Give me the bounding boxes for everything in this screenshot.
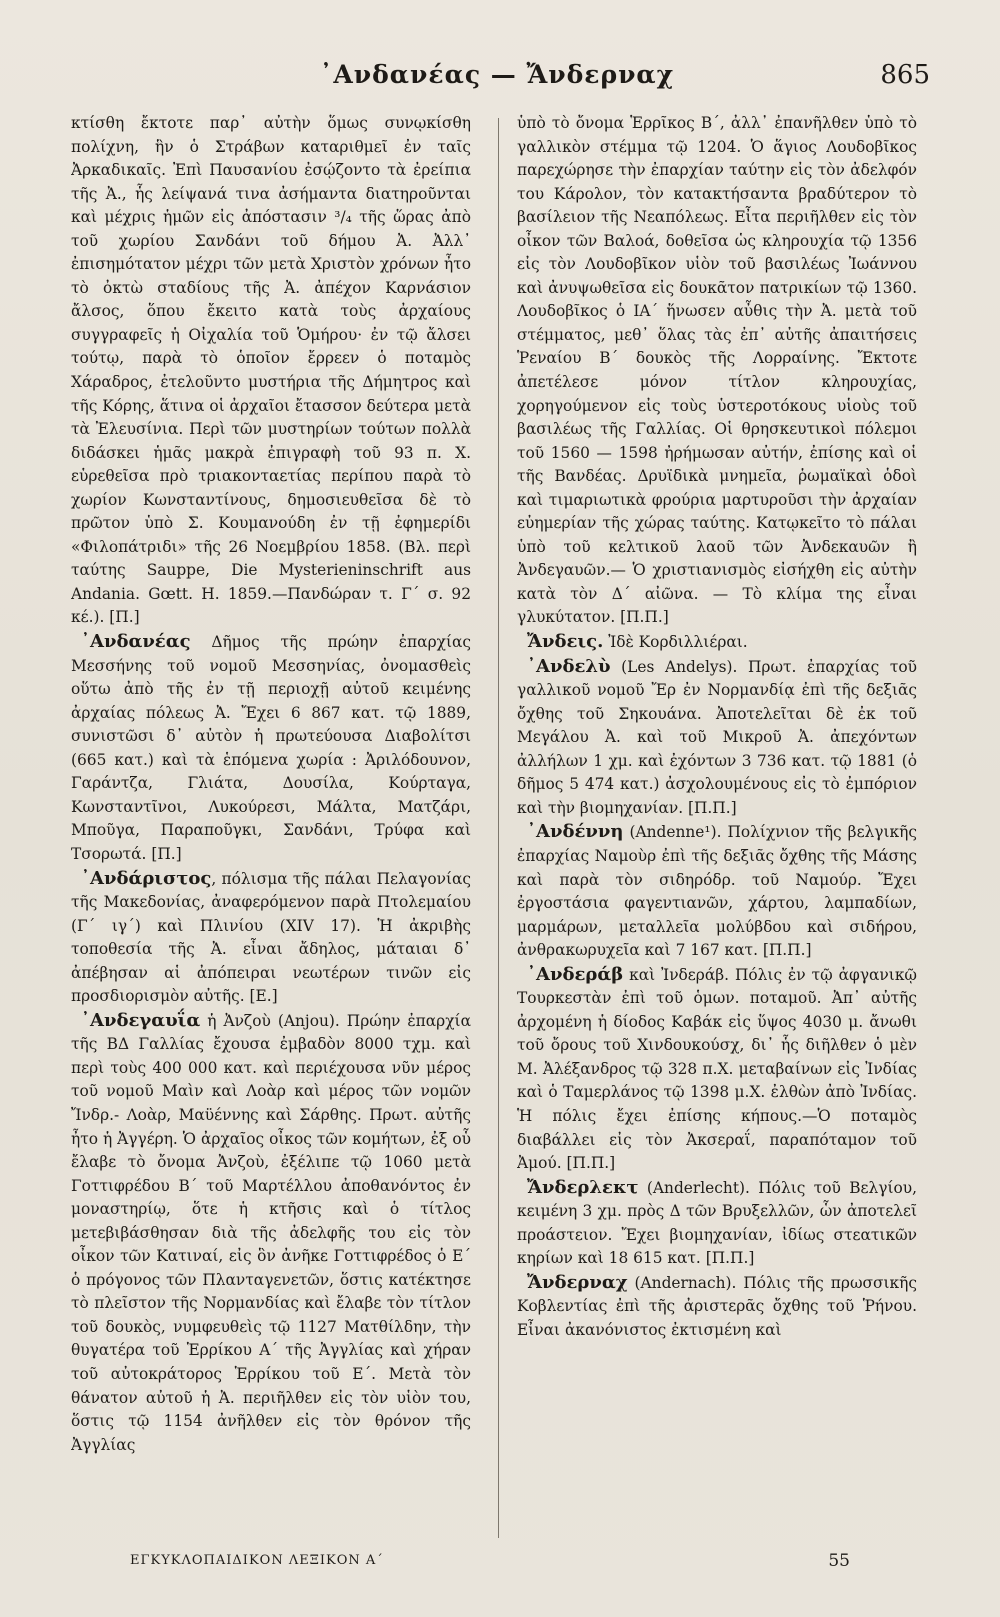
entry-andegavia [71, 1009, 471, 1457]
continued-article-text: ὑπὸ τὸ ὄνομα Ἑρρῖκος Β´, ἀλλ᾿ ἐπανῆλθεν ὑπὸ τὸ γαλλικὸν στέμμα τῷ 1204. Ὁ ἅγιος Λουδοβῖκος παρεχώρησε τὴν ἐπαρχίαν ταύτην εἰς τὸν ἀδελφόν του Κάρολον, τὸν κατακτήσαντα βραδύτερον τὸ βασίλειον τῆς Νεαπόλεως. Εἶτα περιῆλθεν εἰς τὸν οἶκον τῶν Βαλοά, δοθεῖσα ὡς κληρουχία τῷ 1356 εἰς τὸν Λουδοβῖκον υἱὸν τοῦ βασιλέως Ἰωάννου καὶ ἀνυψωθεῖσα εἰς δουκᾶτον πατρικίων τῷ 1360. Λουδοβῖκος ὁ ΙΑ´ ἥνωσεν αὖθις τὴν Ἀ. μετὰ τοῦ στέμματος, μεθ᾿ ὅλας τὰς ἐπ᾿ αὐτῆς ἀπαιτήσεις Ῥεναίου Β´ δουκὸς τῆς Λορραίνης. Ἔκτοτε ἀπετέλεσε μόνον τίτλον κληρουχίας, χορηγούμενον εἰς τοὺς ὑστεροτόκους υἱοὺς τοῦ βασιλέως τῆς Γαλλίας. Οἱ θρησκευτικοὶ πόλεμοι τοῦ 1560 — 1598 ἠρήμωσαν αὐτήν, ἐπίσης καὶ οἱ τῆς Βανδέας. Δρυϊδικὰ μνημεῖα, ῥωμαϊκαὶ ὁδοὶ καὶ τιμαριωτικὰ φρούρια μαρτυροῦσι τὴν ἀρχαίαν εὐημερίαν τῆς χώρας ταύτης. Κατῳκεῖτο τὸ πάλαι ὑπὸ τοῦ κελτικοῦ λαοῦ τῶν Ἀνδεκαυῶν ἢ Ἀνδεγαυῶν.— Ὁ χριστιανισμὸς εἰσήχθη εἰς αὐτὴν κατὰ τὸν Δ´ αἰῶνα. — Τὸ κλίμα της εἶναι γλυκύτατον. [Π.Π.] [517, 114, 917, 627]
entry-anderlecht [517, 1176, 917, 1271]
entry-headword: Ἄνδεις. [527, 631, 604, 653]
entry-andaneas [71, 630, 471, 866]
entry-andenne [517, 820, 917, 962]
entry-andely [517, 655, 917, 821]
entry-headword: Ἄνδερναχ [527, 1271, 628, 1293]
left-column [71, 112, 471, 1542]
entry-anderab [517, 963, 917, 1176]
entry-headword: ᾿Ανδελὺ [527, 655, 611, 677]
running-head: ᾿Ανδανέας — Ἄνδερναχ [319, 60, 675, 89]
page-header [64, 60, 930, 100]
signature-mark: 55 [828, 1551, 850, 1571]
entry-andeis [517, 630, 917, 655]
entry-text: Δῆμος τῆς πρώην ἐπαρχίας Μεσσήνης τοῦ νομοῦ Μεσσηνίας, ὀνομασθεὶς οὕτω ἀπὸ τῆς ἐν τῇ περιοχῇ αὐτοῦ κειμένης ἀρχαίας πόλεως Ἀ. Ἔχει 6 867 κατ. τῷ 1889, συνιστῶσι δ᾿ αὐτὸν ἡ πρωτεύουσα Διαβολίτσι (665 κατ.) καὶ τὰ ἑπόμενα χωρία : Ἀριλόδουνον, Γαράντζα, Γλιάτα, Δουσίλα, Κούρταγα, Κωνσταντῖνοι, Λυκούρεσι, Μάλτα, Ματζάρι, Μποῦγα, Παραποῦγκι, Σανδάνι, Τρύφα καὶ Τσορωτά. [Π.] [71, 633, 471, 863]
entry-text: καὶ Ἰνδεράβ. Πόλις ἐν τῷ ἀφγανικῷ Τουρκεστὰν ἐπὶ τοῦ ὁμων. ποταμοῦ. Ἀπ᾿ αὐτῆς ἀρχομένη ἡ δίοδος Καβάκ εἰς ὕψος 4030 μ. ἄνωθι τοῦ ὄρους τοῦ Χινδουκούσχ, δι᾿ ἧς διῆλθεν ὁ μὲν Μ. Ἀλέξανδρος τῷ 328 π.Χ. μεταβαίνων εἰς Ἰνδίας καὶ ὁ Ταμερλάνος τῷ 1398 μ.Χ. ἐλθὼν ἀπὸ Ἰνδίας. Ἡ πόλις ἔχει ἐπίσης κήπους.—Ὁ ποταμὸς διαβάλλει εἰς τὸν Ἀκσεραΐ, παραπόταμον τοῦ Ἀμού. [Π.Π.] [517, 965, 917, 1173]
entry-text: Ἰδὲ Κορδιλλιέραι. [608, 633, 748, 652]
entry-text: (Andernach). Πόλις τῆς πρωσσικῆς Κοβλεντίας ἐπὶ τῆς ἀριστερᾶς ὄχθης τοῦ Ῥήνου. Εἶναι ἀκανόνιστος ἐκτισμένη καὶ [517, 1273, 917, 1339]
entry-headword: ᾿Ανδάριστος [81, 867, 212, 889]
column-divider [498, 118, 499, 1538]
entry-text: , πόλισμα τῆς πάλαι Πελαγονίας τῆς Μακεδονίας, ἀναφερόμενον παρὰ Πτολεμαίου (Γ´ ιγ´) καὶ Πλινίου (XIV 17). Ἡ ἀκριβὴς τοποθεσία τῆς Ἀ. εἶναι ἄδηλος, μάταιαι δ᾿ ἀπέβησαν αἱ ἀπόπειραι νεωτέρων τινῶν εἰς προσδιορισμὸν αὐτῆς. [Ε.] [71, 869, 471, 1006]
right-column [517, 112, 917, 1542]
entry-headword: ᾿Ανδεράβ [527, 963, 624, 985]
entry-headword: ᾿Ανδανέας [81, 631, 191, 653]
entry-text: (Andenne¹). Πολίχνιον τῆς βελγικῆς ἐπαρχίας Ναμοὺρ ἐπὶ τῆς δεξιᾶς ὄχθης τῆς Μάσης καὶ παρὰ τὸν σιδηρόδρ. τοῦ Ναμούρ. Ἔχει ἐργοστάσια φαγεντιανῶν, χάρτου, λαμπαδίων, μαρμάρων, μεταλλεῖα μολύβδου καὶ σιδήρου, ἀνθρακωρυχεῖα καὶ 7 167 κατ. [Π.Π.] [517, 823, 917, 960]
entry-text: (Les Andelys). Πρωτ. ἐπαρχίας τοῦ γαλλικοῦ νομοῦ Ἔρ ἐν Νορμανδίᾳ ἐπὶ τῆς δεξιᾶς ὄχθης τοῦ Σηκουάνα. Ἀποτελεῖται δὲ ἐκ τοῦ Μεγάλου Ἀ. καὶ τοῦ Μικροῦ Ἀ. ἀπεχόντων ἀλλήλων 1 χμ. καὶ ἐχόντων 3 736 κατ. τῷ 1881 (ὁ δῆμος 5 474 κατ.) ἀσχολουμένους εἰς τὸ ἐμπόριον καὶ τὴν βιομηχανίαν. [Π.Π.] [517, 657, 917, 817]
entry-headword: ᾿Ανδεγαυΐα [81, 1009, 201, 1031]
page-footer [130, 1553, 870, 1581]
entry-headword: Ἄνδερλεκτ [527, 1176, 639, 1198]
page-number: 865 [880, 60, 930, 90]
entry-headword: ᾿Ανδέννη [527, 821, 624, 843]
entry-andernach [517, 1271, 917, 1343]
continued-article-text: κτίσθη ἔκτοτε παρ᾿ αὐτὴν ὅμως συνῳκίσθη πολίχνη, ἣν ὁ Στράβων καταριθμεῖ ἐν ταῖς Ἀρκαδικαῖς. Ἐπὶ Παυσανίου ἐσῴζοντο τὰ ἐρείπια τῆς Ἀ., ἧς λείψανά τινα ἀσήμαντα διατηροῦνται καὶ μέχρις ἡμῶν εἰς ἀπόστασιν ³/₄ τῆς ὥρας ἀπὸ τοῦ χωρίου Σανδάνι τοῦ δήμου Ἀ. Ἀλλ᾿ ἐπισημότατον μέχρι τῶν μετὰ Χριστὸν χρόνων ἦτο τὸ ὀκτὼ σταδίους τῆς Ἀ. ἀπέχον Καρνάσιον ἄλσος, ὅπου ἔκειτο κατὰ τοὺς ἀρχαίους συγγραφεῖς ἡ Οἰχαλία τοῦ Ὁμήρου· ἐν τῷ ἄλσει τούτῳ, παρὰ τὸ ὁποῖον ἔρρεεν ὁ ποταμὸς Χάραδρος, ἐτελοῦντο μυστήρια τῆς Δήμητρος καὶ τῆς Κόρης, ἅτινα οἱ ἀρχαῖοι ἔτασσον δεύτερα μετὰ τὰ Ἐλευσίνια. Περὶ τῶν μυστηρίων τούτων πολλὰ διδάσκει ἡμᾶς μακρὰ ἐπιγραφὴ τοῦ 93 π. Χ. εὑρεθεῖσα πρὸ τριακονταετίας περίπου παρὰ τὸ χωρίον Κωνσταντίνους, δημοσιευθεῖσα δὲ τὸ πρῶτον ὑπὸ Σ. Κουμανούδη ἐν τῇ ἐφημερίδι «Φιλοπάτριδι» τῆς 26 Νοεμβρίου 1858. (Βλ. περὶ ταύτης Sauppe, Die Mysterieninschrift aus Andania. Gœtt. H. 1859.—Πανδώραν τ. Γ´ σ. 92 κέ.). [Π.] [71, 114, 471, 627]
entry-andaristos [71, 867, 471, 1009]
footer-title: ΕΓΚΥΚΛΟΠΑΙΔΙΚΟΝ ΛΕΞΙΚΟΝ Α´ [130, 1553, 384, 1568]
entry-text: (Anderlecht). Πόλις τοῦ Βελγίου, κειμένη 3 χμ. πρὸς Δ τῶν Βρυξελλῶν, ὧν ἀποτελεῖ προάστειον. Ἔχει βιομηχανίαν, ἰδίως στεατικῶν κηρίων καὶ 18 615 κατ. [Π.Π.] [517, 1178, 917, 1268]
entry-text: ἡ Ἀνζοὺ (Anjou). Πρώην ἐπαρχία τῆς ΒΔ Γαλλίας ἔχουσα ἐμβαδὸν 8000 τχμ. καὶ περὶ τοὺς 400 000 κατ. καὶ περιέχουσα νῦν μέρος τοῦ νομοῦ Μαὶν καὶ Λοὰρ καὶ μέρος τῶν νομῶν Ἴνδρ.- Λοὰρ, Μαϋέννης καὶ Σάρθης. Πρωτ. αὐτῆς ἦτο ἡ Ἀγγέρη. Ὁ ἀρχαῖος οἶκος τῶν κομήτων, ἐξ οὗ ἔλαβε τὸ ὄνομα Ἀνζοὺ, ἐξέλιπε τῷ 1060 μετὰ Γοττιφρέδου Β´ τοῦ Μαρτέλλου ἀποθανόντος ἐν μοναστηρίῳ, ὅτε ἡ κτῆσις καὶ ὁ τίτλος μετεβιβάσθησαν διὰ τῆς ἀδελφῆς του εἰς τὸν οἶκον τῶν Κατιναί, εἰς ὃν ἀνῆκε Γοττιφρέδος ὁ Ε´ ὁ πρόγονος τῶν Πλανταγενετῶν, ὅστις κατέκτησε τὸ πλεῖστον τῆς Νορμανδίας καὶ ἔλαβε τὸν τίτλον τοῦ δουκὸς, νυμφευθεὶς τῷ 1127 Ματθίλδην, τὴν θυγατέρα τοῦ Ἑρρίκου Α´ τῆς Ἀγγλίας καὶ χήραν τοῦ αὐτοκράτορος Ἑρρίκου τοῦ Ε´. Μετὰ τὸν θάνατον αὐτοῦ ἡ Ἀ. περιῆλθεν εἰς τὸν υἱὸν του, ὅστις τῷ 1154 ἀνῆλθεν εἰς τὸν θρόνον τῆς Ἀγγλίας [71, 1011, 471, 1454]
